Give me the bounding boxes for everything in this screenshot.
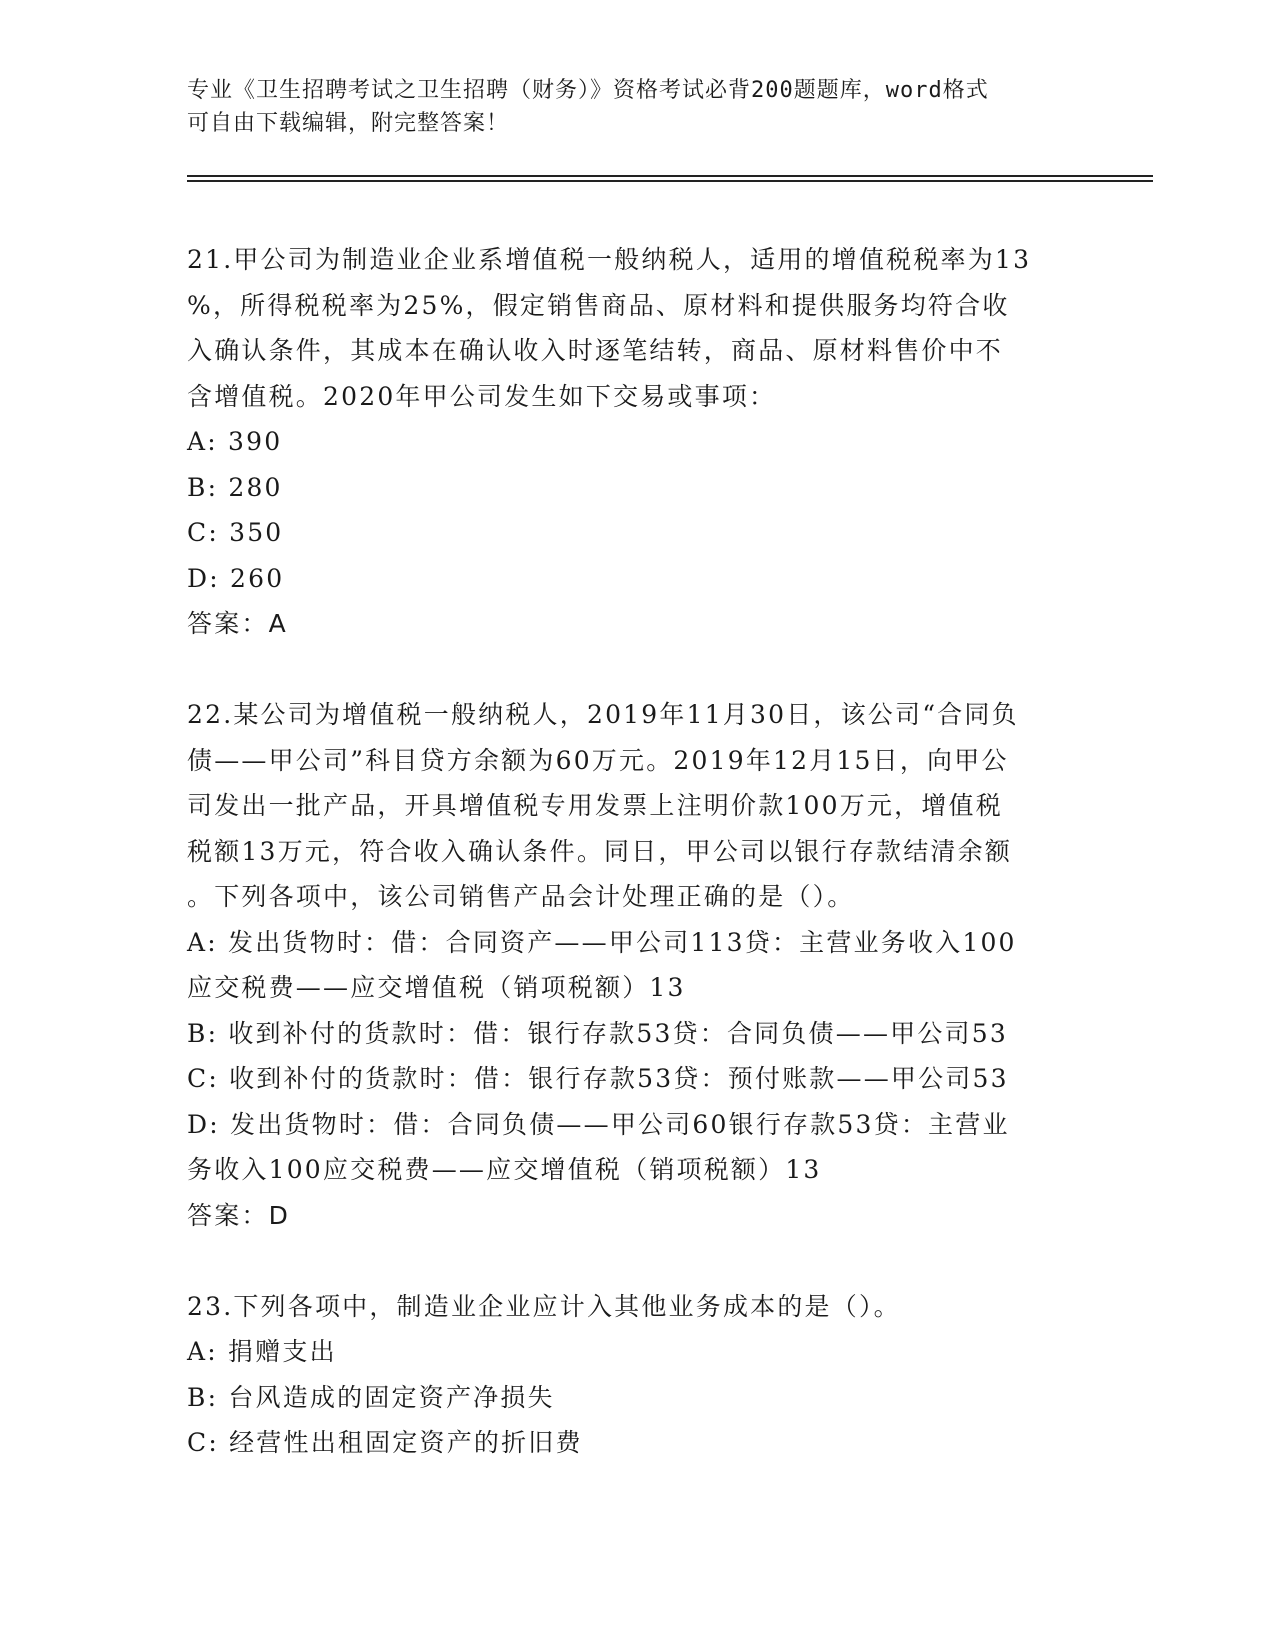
question-stem-line: 债——甲公司”科目贷方余额为60万元。2019年12月15日，向甲公 xyxy=(187,745,1009,775)
question-stem-line: 23.下列各项中，制造业企业应计入其他业务成本的是（）。 xyxy=(187,1291,901,1321)
option-b: B: 收到补付的货款时：借：银行存款53贷：合同负债——甲公司53 xyxy=(187,1018,1008,1048)
header-divider-top xyxy=(187,175,1153,177)
document-header xyxy=(187,74,1067,140)
option-c: C: 350 xyxy=(187,518,284,547)
option-a: A: 390 xyxy=(187,427,283,456)
answer-label: 答案：A xyxy=(187,609,288,638)
question-stem-line: 入确认条件，其成本在确认收入时逐笔结转，商品、原材料售价中不 xyxy=(187,336,1004,365)
option-a: A: 捐赠支出 xyxy=(187,1337,337,1366)
question-stem-line: 含增值税。2020年甲公司发生如下交易或事项： xyxy=(187,381,777,411)
question-22 xyxy=(187,692,1087,1238)
question-stem-line: 22.某公司为增值税一般纳税人，2019年11月30日，该公司“合同负 xyxy=(187,700,1019,729)
option-d: D: 发出货物时：借：合同负债——甲公司60银行存款53贷：主营业 xyxy=(187,1109,1010,1139)
option-b: B: 台风造成的固定资产净损失 xyxy=(187,1382,555,1412)
question-23 xyxy=(187,1284,1087,1466)
question-21 xyxy=(187,237,1087,647)
option-d-continued: 务收入100应交税费——应交增值税（销项税额）13 xyxy=(187,1155,822,1184)
option-a: A: 发出货物时：借：合同资产——甲公司113贷：主营业务收入100 xyxy=(187,927,1017,957)
question-stem-line: 司发出一批产品，开具增值税专用发票上注明价款100万元，增值税 xyxy=(187,791,1003,820)
header-line-2: 可自由下载编辑，附完整答案！ xyxy=(187,111,510,136)
header-line-1: 专业《卫生招聘考试之卫生招聘（财务）》资格考试必背200题题库，word格式 xyxy=(187,78,989,103)
option-c: C: 收到补付的货款时：借：银行存款53贷：预付账款——甲公司53 xyxy=(187,1064,1009,1093)
question-stem-line: 21.甲公司为制造业企业系增值税一般纳税人，适用的增值税税率为13 xyxy=(187,245,1032,274)
option-a-continued: 应交税费——应交增值税（销项税额）13 xyxy=(187,973,686,1002)
question-list xyxy=(187,237,1087,1466)
question-stem-line: 税额13万元，符合收入确认条件。同日，甲公司以银行存款结清余额 xyxy=(187,836,1013,866)
question-stem-line: 。下列各项中，该公司销售产品会计处理正确的是（）。 xyxy=(187,882,855,911)
question-stem-line: %，所得税税率为25%，假定销售商品、原材料和提供服务均符合收 xyxy=(187,290,1010,320)
answer-label: 答案：D xyxy=(187,1200,291,1230)
question-spacer xyxy=(187,647,1087,693)
option-b: B: 280 xyxy=(187,472,283,502)
option-c: C: 经营性出租固定资产的折旧费 xyxy=(187,1428,583,1457)
header-divider-bottom xyxy=(187,180,1153,182)
question-spacer xyxy=(187,1238,1087,1284)
option-d: D: 260 xyxy=(187,563,285,593)
